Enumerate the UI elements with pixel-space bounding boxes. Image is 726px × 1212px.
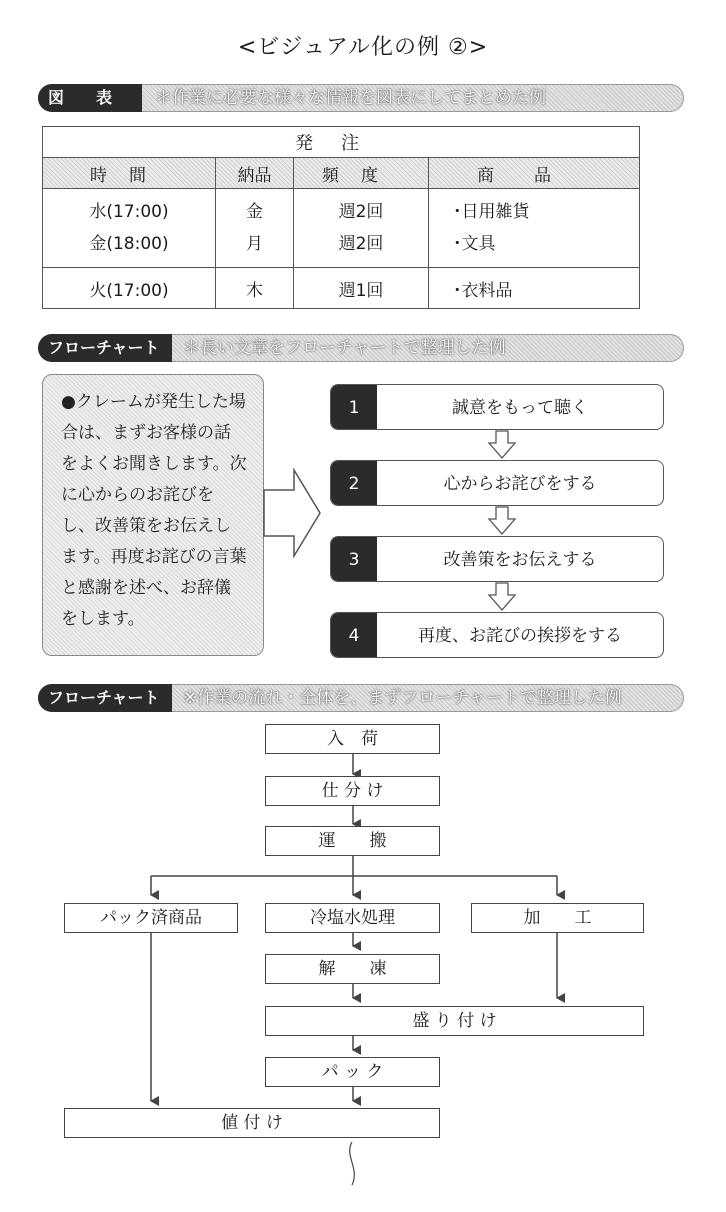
cell-frequency: 週1回 xyxy=(294,268,429,309)
step-text: 再度、お詫びの挨拶をする xyxy=(418,626,622,646)
step-number: 2 xyxy=(331,461,377,506)
flow-box-brine: 冷塩水処理 xyxy=(265,903,440,933)
cell-delivery: 金 月 xyxy=(216,189,294,268)
cell-delivery: 木 xyxy=(216,268,294,309)
page-title: <ビジュアル化の例 ②> xyxy=(237,35,489,60)
section-description: ＊長い文章をフローチャートで整理した例 xyxy=(183,338,506,358)
cell-goods: ･衣料品 xyxy=(429,268,640,309)
flow-box-receiving: 入 荷 xyxy=(265,724,440,754)
section-description: ※作業の流れ・全体を、まずフローチャートで整理した例 xyxy=(183,688,622,708)
section-tag: 図 表 xyxy=(38,84,142,112)
cell-time: 火(17:00) xyxy=(43,268,216,309)
step-text: 改善策をお伝えする xyxy=(443,550,597,570)
section-description: ＊作業に必要な様々な情報を図表にしてまとめた例 xyxy=(155,88,546,108)
step-number: 4 xyxy=(331,613,377,658)
step-text: 心からお詫びをする xyxy=(443,474,597,494)
flow-box-packed-goods: パック済商品 xyxy=(64,903,238,933)
col-header-delivery: 納品 xyxy=(216,158,294,189)
flow-box-processing: 加 工 xyxy=(471,903,644,933)
flow-box-pricing: 値 付 け xyxy=(64,1108,440,1138)
step-number: 3 xyxy=(331,537,377,582)
claim-description-box: ●クレームが発生した場合は、まずお客様の話をよくお聞きします。次に心からのお詫びをし、改善策をお伝えします。再度お詫びの言葉と感謝を述べ、お辞儀をします。 xyxy=(42,374,264,656)
section-tag: フローチャート xyxy=(38,684,172,712)
flow-box-packing: パ ッ ク xyxy=(265,1057,440,1087)
section-tag: フローチャート xyxy=(38,334,172,362)
step-number: 1 xyxy=(331,385,377,430)
col-header-frequency: 頻度 xyxy=(294,158,429,189)
cell-goods: ･日用雑貨 ･文具 xyxy=(429,189,640,268)
flow-box-plating: 盛 り 付 け xyxy=(265,1006,644,1036)
order-table-title: 発注 xyxy=(43,127,640,158)
cell-frequency: 週2回 週2回 xyxy=(294,189,429,268)
cell-time: 水(17:00) 金(18:00) xyxy=(43,189,216,268)
flow-box-thawing: 解 凍 xyxy=(265,954,440,984)
flow-box-sorting: 仕 分 け xyxy=(265,776,440,806)
step-text: 誠意をもって聴く xyxy=(452,398,588,418)
flow-box-transport: 運 搬 xyxy=(265,826,440,856)
col-header-goods: 商品 xyxy=(429,158,640,189)
col-header-time: 時間 xyxy=(43,158,216,189)
